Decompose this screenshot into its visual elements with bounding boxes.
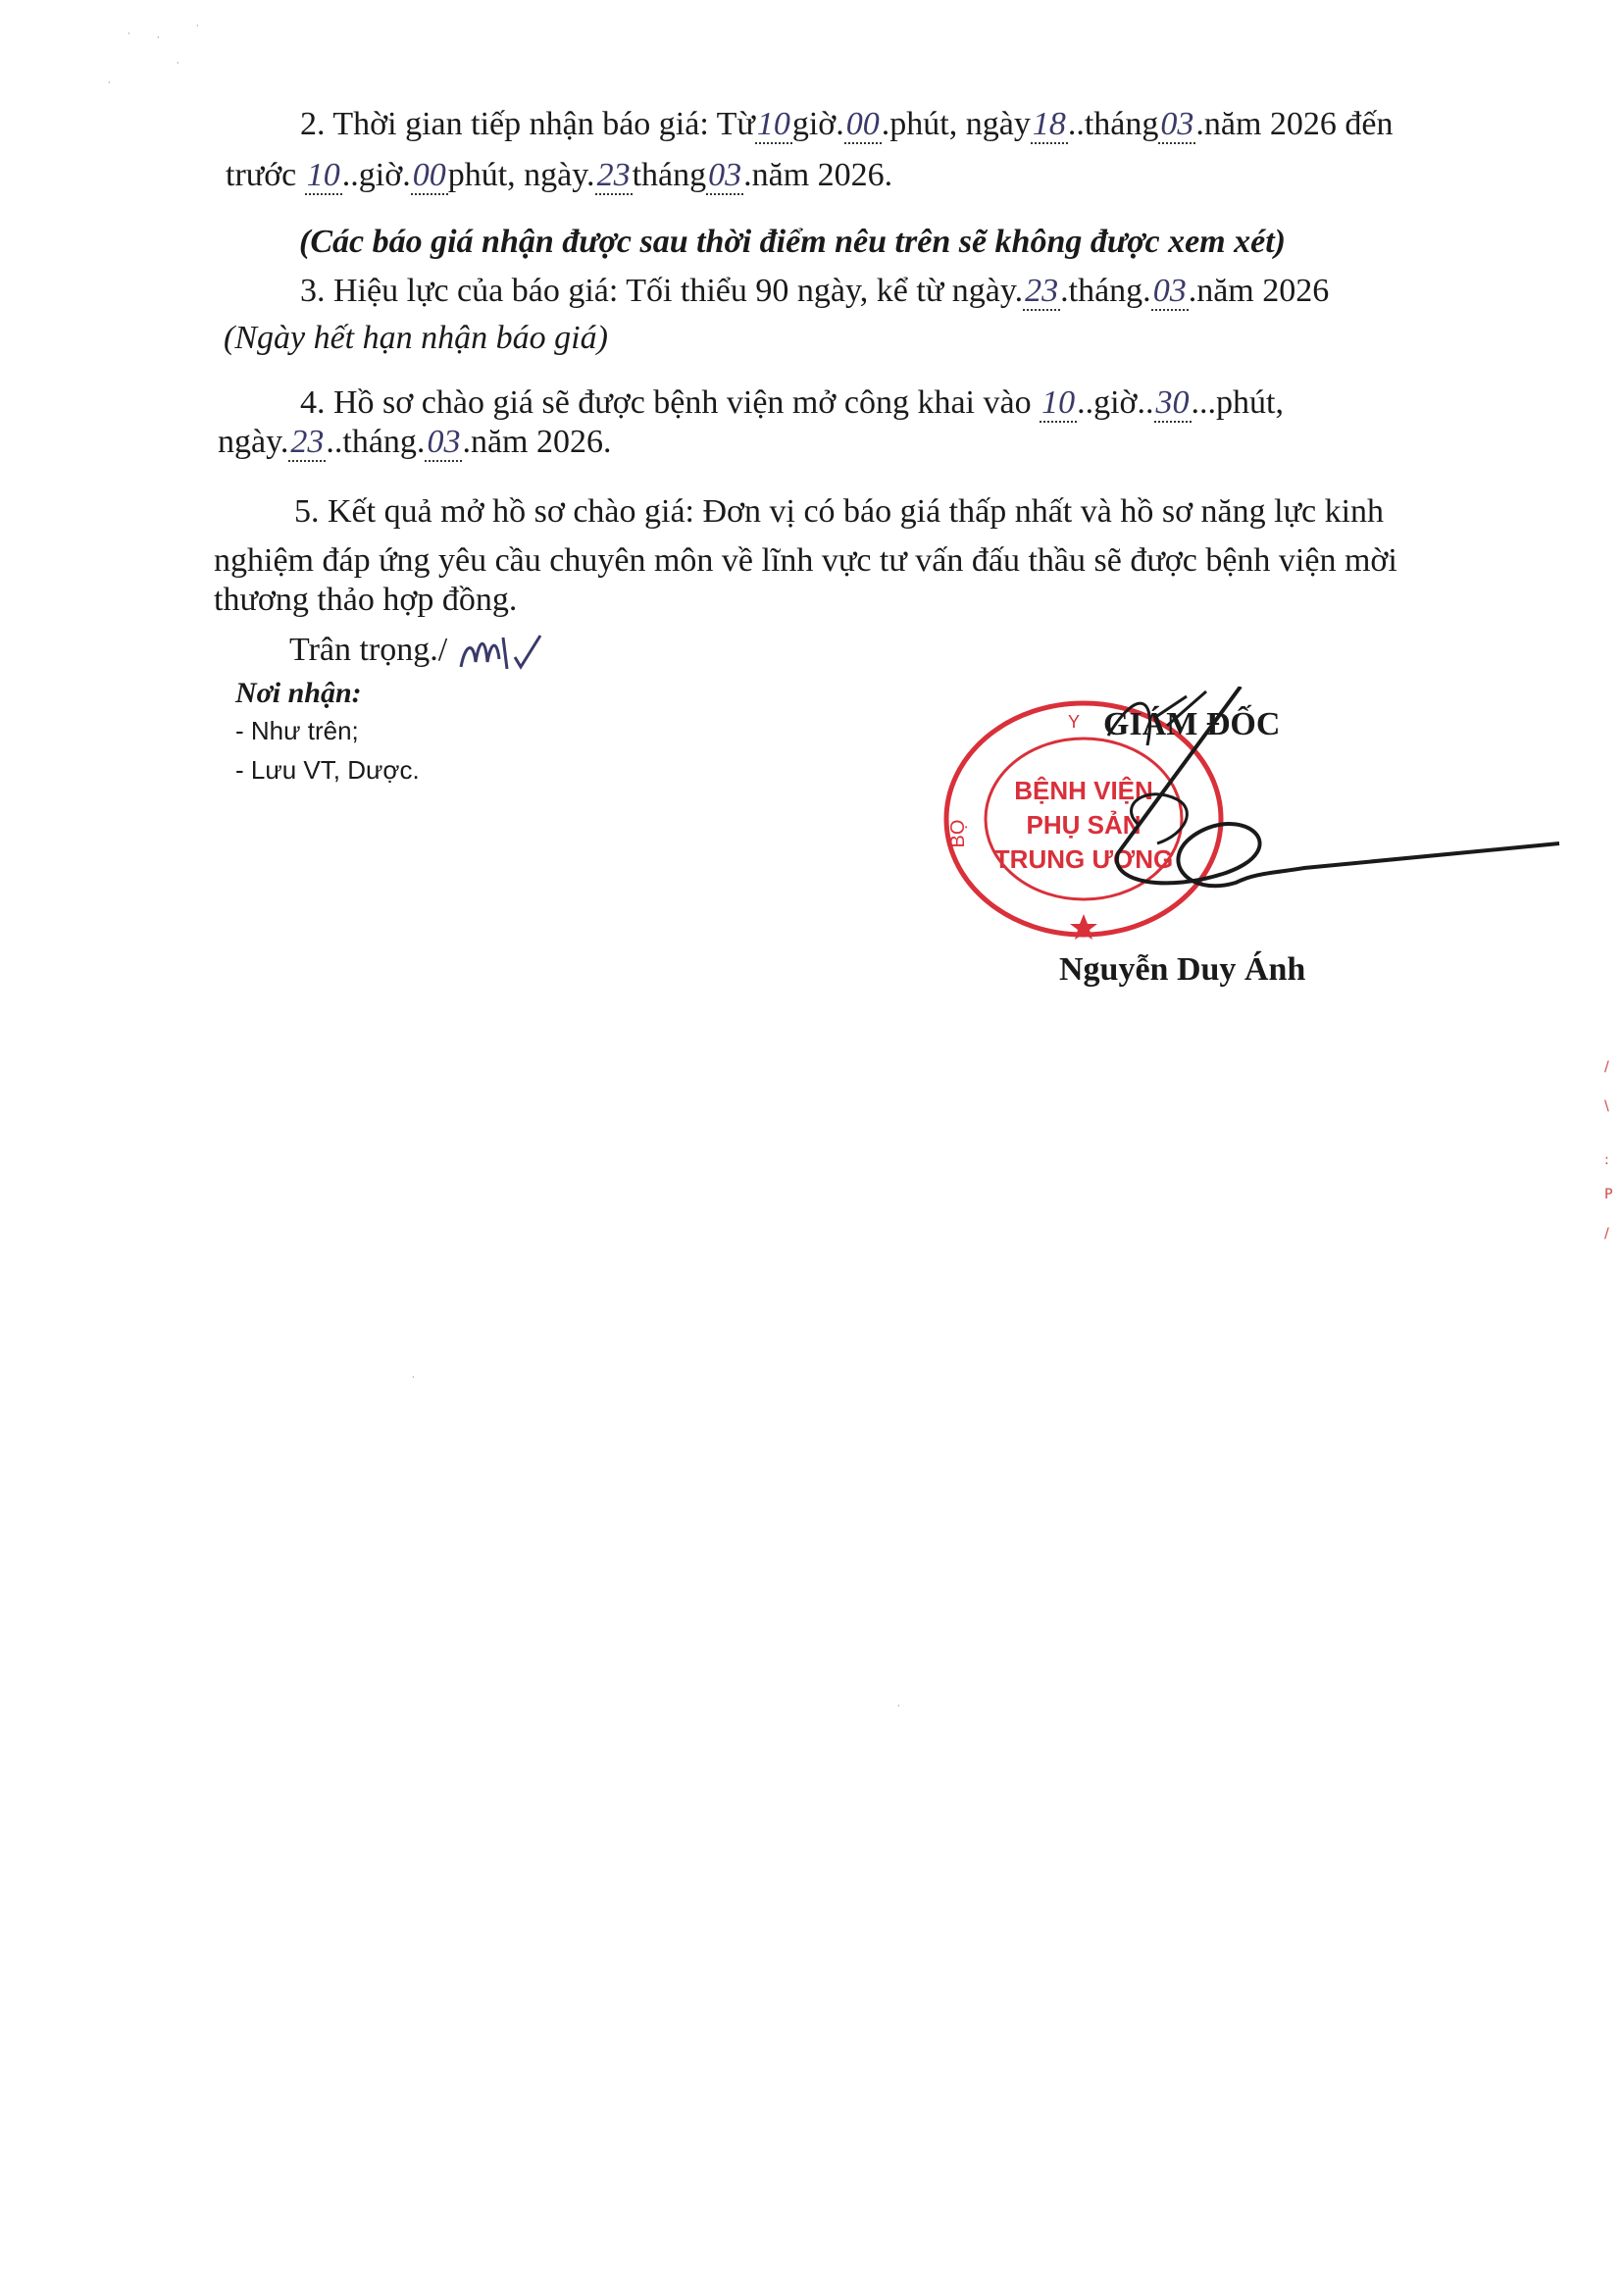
item4-line2-prefix: ngày.: [218, 424, 289, 460]
signature-title: GIÁM ĐỐC: [1103, 706, 1281, 742]
scan-speck: ·: [177, 59, 179, 68]
scan-edge-mark: \: [1604, 1098, 1609, 1114]
item3-line1-suffix: năm 2026: [1196, 273, 1330, 309]
item4-line2: ngày.23..tháng.03.năm 2026.: [218, 424, 612, 460]
item3-sep1: .tháng.: [1060, 273, 1151, 309]
scan-speck: ·: [897, 1702, 900, 1710]
item5-line2: nghiệm đáp ứng yêu cầu chuyên môn về lĩnh vực tư vấn đấu thầu sẽ được bệnh viện mời: [214, 542, 1397, 579]
item4-sep2: ..tháng.: [326, 424, 426, 460]
item2-sep6: tháng: [632, 157, 707, 193]
scan-speck: ·: [108, 78, 111, 87]
handwritten-validity-month: 03: [1152, 273, 1187, 309]
recipient-item: - Lưu VT, Dược.: [235, 755, 420, 785]
scan-speck: ·: [157, 33, 160, 42]
stamp-line-3: TRUNG ƯƠNG: [993, 844, 1174, 874]
handwritten-month-to: 03: [708, 157, 742, 193]
item4-line1-prefix: 4. Hồ sơ chào giá sẽ được bệnh viện mở công khai vào: [300, 384, 1032, 421]
handwritten-open-minute: 30: [1155, 384, 1190, 421]
scan-speck: ·: [412, 1373, 415, 1382]
handwritten-validity-day: 23: [1025, 273, 1059, 309]
stamp-line-2: PHỤ SẢN: [1026, 810, 1142, 840]
signer-name: Nguyễn Duy Ánh: [1059, 951, 1306, 988]
item2-line2: trước 10..giờ.00phút, ngày.23tháng03.năm 2026.: [226, 157, 893, 193]
handwritten-day-to: 23: [596, 157, 631, 193]
handwritten-month-from: 03: [1160, 106, 1194, 142]
item2-line2-prefix: trước: [226, 157, 297, 193]
recipients-title: Nơi nhận:: [235, 677, 362, 709]
recipient-item: - Như trên;: [235, 716, 359, 745]
item2-line2-suffix: năm 2026.: [751, 157, 893, 193]
item2-sep3: ..tháng: [1067, 106, 1159, 142]
item3-line1: 3. Hiệu lực của báo giá: Tối thiểu 90 ngày, kể từ ngày.23.tháng.03.năm 2026: [300, 273, 1330, 309]
item4-line2-suffix: năm 2026.: [470, 424, 612, 460]
handwritten-minute-to: 00: [412, 157, 446, 193]
item5-line1: 5. Kết quả mở hồ sơ chào giá: Đơn vị có báo giá thấp nhất và hồ sơ năng lực kinh: [294, 493, 1385, 530]
scan-edge-mark: P: [1604, 1187, 1613, 1202]
item3-line2: (Ngày hết hạn nhận báo giá): [224, 320, 608, 356]
scan-edge-mark: /: [1604, 1059, 1609, 1075]
item2-line1: 2. Thời gian tiếp nhận báo giá: Từ10giờ.00.phút, ngày18..tháng03.năm 2026 đến: [300, 106, 1394, 142]
handwritten-signature: [1079, 687, 1569, 942]
item4-sep1: ..giờ..: [1077, 384, 1154, 421]
stamp-line-1: BỆNH VIỆN: [1014, 776, 1153, 805]
handwritten-minute-from: 00: [845, 106, 880, 142]
handwritten-day-from: 18: [1032, 106, 1066, 142]
item2-sep1: giờ: [791, 106, 837, 142]
item2-line1-prefix: 2. Thời gian tiếp nhận báo giá: Từ: [300, 106, 755, 142]
handwritten-hour-from: 10: [756, 106, 790, 142]
item3-line1-prefix: 3. Hiệu lực của báo giá: Tối thiểu 90 ngày, kể từ ngày.: [300, 273, 1024, 309]
handwritten-open-day: 23: [290, 424, 325, 460]
scan-edge-mark: /: [1604, 1226, 1609, 1242]
stamp-top: Y: [1067, 712, 1081, 732]
item5-line3: thương thảo hợp đồng.: [214, 582, 518, 618]
item2-line1-suffix: năm 2026 đến: [1203, 106, 1394, 142]
item2-sep2: phút, ngày: [889, 106, 1031, 142]
late-quote-note: (Các báo giá nhận được sau thời điểm nêu trên sẽ không được xem xét): [299, 224, 1286, 260]
handwritten-open-month: 03: [427, 424, 461, 460]
item2-sep5: phút, ngày.: [447, 157, 595, 193]
closing-label: Trân trọng./: [289, 632, 448, 668]
scan-edge-mark: :: [1604, 1152, 1609, 1168]
item2-sep4: ..giờ: [341, 157, 403, 193]
scan-speck: ·: [196, 22, 199, 30]
scan-speck: ·: [127, 29, 130, 38]
initials-mark-icon: [456, 628, 544, 677]
closing-text: [289, 624, 544, 677]
stamp-side-left: BỘ: [947, 819, 969, 848]
item4-line1-suffix: ...phút,: [1191, 384, 1284, 421]
handwritten-hour-to: 10: [306, 157, 340, 193]
handwritten-open-hour: 10: [1041, 384, 1076, 421]
